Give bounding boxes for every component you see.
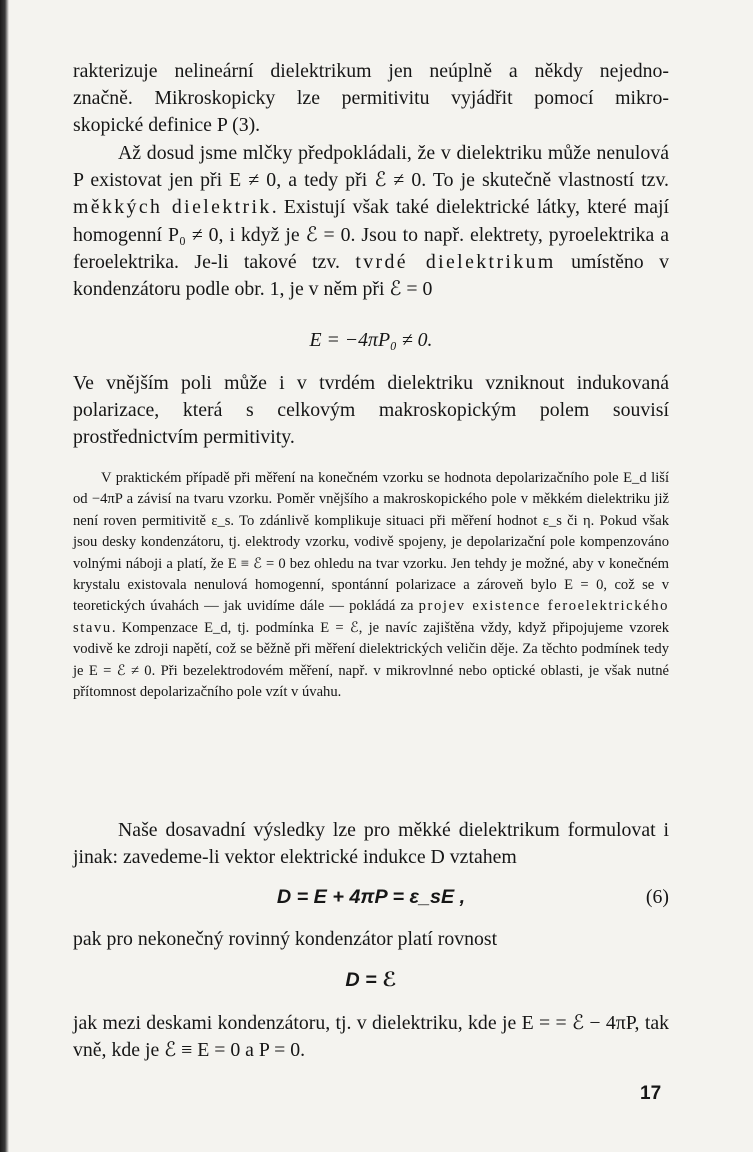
paragraph-infinite-capacitor: [73, 926, 669, 953]
paragraph-induction-vector: [73, 817, 669, 871]
text-part-c: umístěno v kondenzátoru podle obr. 1, je v něm při ℰ = 0: [73, 250, 669, 301]
paragraph-body: [73, 140, 669, 303]
remark-part-b: . Kompenzace E_d, tj. podmínka E = ℰ, je navíc zajištěna vždy, když připojujeme vzorek vodivě ke zdroji napětí, což se běžně při měření dielektrických veličin děje. Za těchto podmínek tedy je E = ℰ ≠ 0. Při bezelektrodovém měření, např. v mikrovlnné nebo optické oblasti, je však nutné přítomnost depolarizačního pole vzít v úvahu.: [73, 619, 669, 701]
paragraph-continuation: [73, 58, 669, 140]
paragraph-induced-polarization: [73, 370, 669, 452]
remark-part-a: V praktickém případě při měření na konečném vzorku se hodnota depolarizačního pole E_d liší od −4πP a závisí na tvaru vzorku. Poměr vnějšího a makroskopického pole v měkkém dielektriku již není roven permitivitě ε_s. To zdánlivě komplikuje situaci při měření hodnot ε_s či η. Pokud však jsou desky kondenzátoru, tj. elektrody vzorku, vodivě spojeny, je depolarizační pole kompenzováno volnými náboji a platí, že E ≡ ℰ = 0 bez ohledu na tvar vzorku. Jen tehdy je možné, aby v konečném krystalu existovala nenulová homogenní, spontánní polarizace a zároveň bylo E = 0, což se v teoretických úvahách — jak uvidíme dále — pokládá za: [73, 470, 669, 615]
line-1: rakterizuje nelineární dielektrikum jen neúplně a někdy nejedno-: [73, 60, 669, 82]
paragraph-body: Ve vnějším poli může i v tvrdém dielektriku vzniknout indukovaná polarizace, která s celkovým makroskopickým polem souvisí prostřednictvím permitivity.: [73, 372, 669, 449]
remark-body: [73, 468, 669, 703]
paragraph-soft-hard-dielectrics: [73, 140, 669, 303]
equation-hard-dielectric: [73, 327, 669, 354]
paragraph-body: pak pro nekonečný rovinný kondenzátor platí rovnost: [73, 928, 498, 950]
small-print-remark: [73, 468, 669, 703]
line-2: značně. Mikroskopicky lze permitivitu vyjádřit pomocí mikro-: [73, 87, 669, 110]
equation-text: E = −4πP₀ ≠ 0.: [309, 329, 433, 351]
equation-text: D = E + 4πP = ε_sE ,: [276, 886, 466, 908]
paragraph-body: Naše dosavadní výsledky lze pro měkké dielektrikum formulovat i jinak: zavedeme-li vektor elektrické indukce D vztahem: [73, 819, 669, 869]
equation-6: [73, 884, 669, 911]
term-ferroelectric-state: projev existence feroelektrického stavu: [73, 598, 669, 636]
equation-number: (6): [645, 886, 669, 908]
paragraph-body: jak mezi deskami kondenzátoru, tj. v dielektriku, kde je E = = ℰ − 4πP, tak vně, kde je ℰ ≡ E = 0 a P = 0.: [73, 1012, 669, 1062]
paragraph-inside-outside: [73, 1010, 669, 1064]
line-3: skopické definice P (3).: [73, 114, 261, 137]
equation-d-equals-field: [73, 967, 669, 994]
term-hard-dielectric: tvrdé dielektrikum: [355, 250, 556, 273]
term-soft-dielectrics: měkkých dielektrik: [73, 196, 272, 219]
scan-binding-edge: [0, 0, 9, 1152]
equation-text: D = ℰ: [345, 969, 397, 991]
text-part-a: Až dosud jsme mlčky předpokládali, že v dielektriku může nenulová P existovat jen při E ≠ 0, a tedy při ℰ ≠ 0. To je skutečně vlastností tzv.: [73, 142, 669, 192]
text-part-b: . Existují však také dielektrické látky, které mají homogenní P₀ ≠ 0, i když je ℰ = 0. Jsou to např. elektrety, pyroelektrika a feroelektrika. Je-li takové tzv.: [73, 196, 669, 273]
page-number: 17: [640, 1083, 662, 1104]
